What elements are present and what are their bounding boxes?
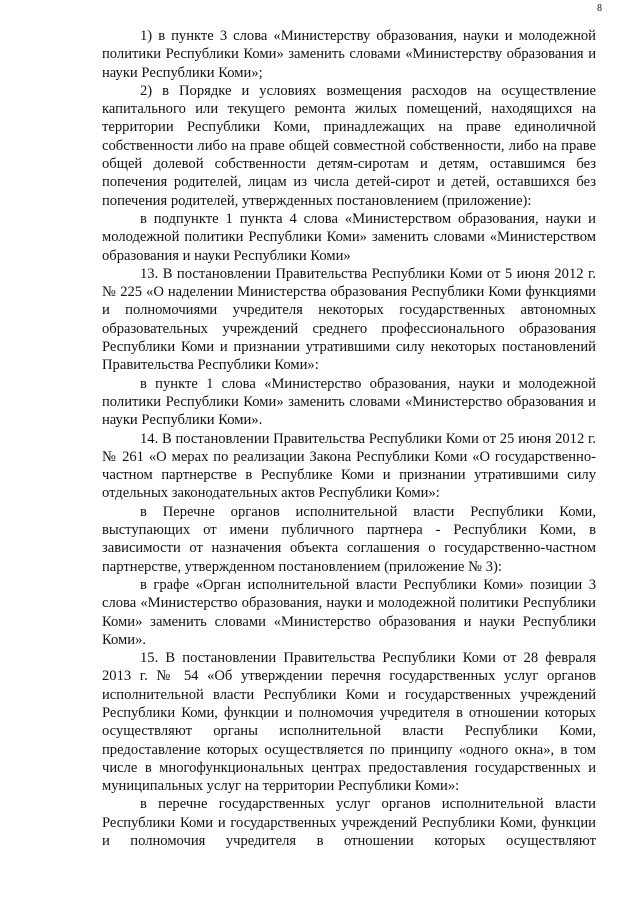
- paragraph-1: 1) в пункте 3 слова «Министерству образования, науки и молодежной политики Республики Коми» заменить словами «Министерству образования и науки Республики Коми»;: [102, 28, 596, 81]
- paragraph-10: в перечне государственных услуг органов исполнительной власти Республики Коми и государственных учреждений Республики Коми, функции и полномочия учредителя в отношении которых осуществляют: [102, 796, 596, 850]
- paragraph-7: в Перечне органов исполнительной власти Республики Коми, выступающих от имени публичного партнера - Республики Коми, в зависимости от назначения объекта соглашения о государственно-частном партнерстве, утвержденном постановлением (приложение № 3):: [102, 503, 596, 575]
- paragraph-9: 15. В постановлении Правительства Республики Коми от 28 февраля 2013 г. № 54 «Об утверждении перечня государственных услуг органов исполнительной власти Республики Коми и государственных учреждений Республики Коми, функции и полномочия учредителя в отношении которых осуществляют органы исполнительной власти Республики Коми, предоставление которых осуществляется по принципу «одного окна», в том числе в многофункциональных центрах предоставления государственных и муниципальных услуг на территории Республики Коми»:: [102, 650, 596, 795]
- paragraph-2: 2) в Порядке и условиях возмещения расходов на осуществление капитального или текущего ремонта жилых помещений, находящихся на территории Республики Коми, принадлежащих на праве единоличной собственности либо на праве общей совместной собственности, либо на праве общей долевой собственности детям-сиротам и детям, оставшимся без попечения родителей, лицам из числа детей-сирот и детей, оставшихся без попечения родителей, утвержденных постановлением (приложение):: [102, 82, 596, 209]
- paragraph-3: в подпункте 1 пункта 4 слова «Министерством образования, науки и молодежной политики Республики Коми» заменить словами «Министерством образования и науки Республики Коми»: [102, 210, 596, 264]
- paragraph-8: в графе «Орган исполнительной власти Республики Коми» позиции 3 слова «Министерство образования, науки и молодежной политики Республики Коми» заменить словами «Министерство образования и науки Республики Коми».: [102, 576, 596, 648]
- page-number: 8: [597, 3, 602, 14]
- paragraph-5: в пункте 1 слова «Министерство образования, науки и молодежной политики Республики Коми» заменить словами «Министерство образования и науки Республики Коми».: [102, 375, 596, 429]
- document-body: [102, 27, 596, 850]
- paragraph-6: 14. В постановлении Правительства Республики Коми от 25 июня 2012 г. № 261 «О мерах по реализации Закона Республики Коми «О государственно-частном партнерстве в Республике Коми и признании утратившими силу отдельных законодательных актов Республики Коми»:: [102, 430, 596, 502]
- paragraph-4: 13. В постановлении Правительства Республики Коми от 5 июня 2012 г. № 225 «О наделении Министерства образования Республики Коми функциями и полномочиями учредителя некоторых государственных автономных образовательных учреждений среднего профессионального образования Республики Коми и признании утратившими силу некоторых постановлений Правительства Республики Коми»:: [102, 265, 596, 374]
